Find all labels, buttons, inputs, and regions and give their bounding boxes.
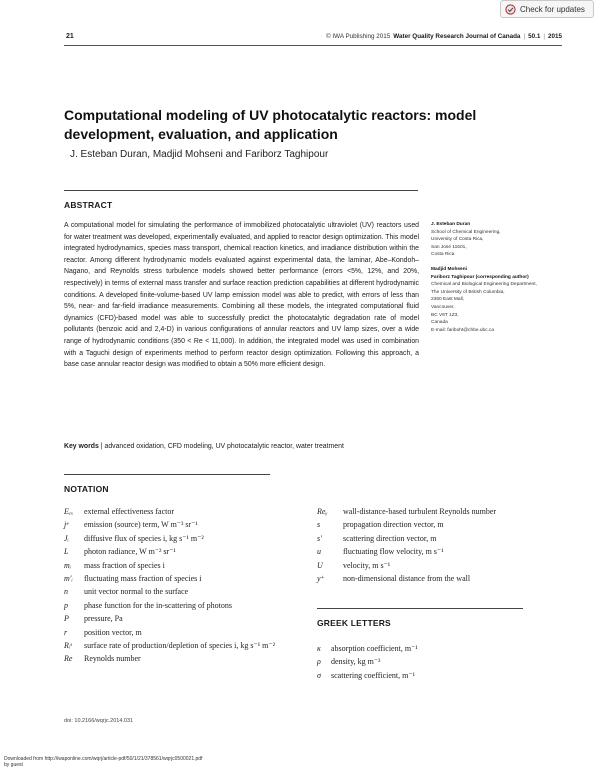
notation-definition: fluctuating flow velocity, m s⁻¹ bbox=[343, 547, 444, 557]
affiliation-line: Costa Rica bbox=[431, 252, 455, 258]
notation-symbol: Reᵧ bbox=[317, 507, 328, 516]
notation-symbol: m′ᵢ bbox=[64, 574, 73, 584]
notation-symbol: y⁺ bbox=[317, 574, 325, 584]
notation-definition: propagation direction vector, m bbox=[343, 520, 444, 530]
notation-row bbox=[317, 655, 567, 668]
notation-symbol: Re bbox=[64, 654, 73, 664]
notation-symbol: Rᵢˢ bbox=[64, 641, 72, 651]
notation-symbol: p bbox=[64, 600, 68, 610]
keywords bbox=[64, 442, 419, 452]
affiliation-line: Vancouver, bbox=[431, 304, 455, 310]
journal-name: Water Quality Research Journal of Canada bbox=[393, 33, 521, 40]
notation-definition: Reynolds number bbox=[84, 654, 141, 664]
header-separator: | bbox=[543, 33, 545, 40]
notation-row bbox=[64, 505, 304, 518]
notation-row bbox=[64, 652, 304, 665]
affiliation-line: The University of British Columbia, bbox=[431, 289, 505, 295]
download-guest: by guest bbox=[4, 762, 23, 768]
affiliation-line: School of Chemical Engineering, bbox=[431, 229, 501, 235]
affiliation-block bbox=[431, 266, 571, 334]
affiliation-block bbox=[431, 221, 571, 259]
notation-row bbox=[317, 505, 567, 518]
notation-symbol: Jᵢ bbox=[64, 533, 69, 543]
affiliation-line: 2360 East Mall, bbox=[431, 297, 465, 303]
notation-row bbox=[64, 572, 304, 585]
notation-symbol: ρ bbox=[317, 657, 321, 667]
notation-symbol: mᵢ bbox=[64, 560, 72, 570]
greek-letters-list bbox=[317, 642, 567, 682]
notation-row bbox=[317, 545, 567, 558]
affiliation-line: BC V6T 1Z3, bbox=[431, 312, 459, 318]
notation-definition: scattering coefficient, m⁻¹ bbox=[331, 670, 415, 680]
affiliation-line: San José 11501, bbox=[431, 244, 467, 250]
notation-symbol: u bbox=[317, 547, 321, 557]
affiliation-line: Chemical and Biological Engineering Department, bbox=[431, 282, 537, 288]
notation-symbol: s′ bbox=[317, 533, 322, 543]
notation-definition: surface rate of production/depletion of species i, kg s⁻¹ m⁻² bbox=[84, 641, 275, 651]
notation-rule bbox=[64, 474, 270, 475]
abstract-text: A computational model for simulating the performance of immobilized photocatalytic ultraviolet (UV) reactors used for water treatment was developed, experimentally evaluated, and applied to reactor design optimization. This model integrated hydrodynamics, species mass transport, chemical reaction kinetics, and irradiance distribution within the reactor. Among different hydrodynamic models evaluated against experimental data, the laminar, Abe–Kondoh–Nagano, and Reynolds stress turbulence models showed better performance (errors <5%, 12%, and 20%, respectively) in terms of external mass transfer and surface reaction prediction capabilities at different hydrodynamic conditions. A developed finite-volume-based UV lamp emission model was able to predict, with errors of less than 5%, near- and far-field irradiance measurements. Combining all these models, the integrated computational fluid dynamics (CFD)-based model was able to successfully predict the photocatalytic degradation rate of model pollutants (benzoic acid and 2,4-D) in various configurations of annular reactors and UV lamp sizes, over a wide range of hydrodynamic conditions (350 < Re < 11,000). In addition, the integrated model was used in combination with a Taguchi design of experiments method to perform reactor design optimization. Following this approach, a base case annular reactor design was modified to obtain a 50% more efficient design. bbox=[64, 222, 419, 369]
notation-row bbox=[317, 532, 567, 545]
doi[interactable]: doi: 10.2166/wqrjc.2014.031 bbox=[64, 718, 134, 724]
affiliation-line: University of Costa Rica, bbox=[431, 237, 484, 243]
affiliation-name: Madjid Mohseni bbox=[431, 266, 467, 272]
notation-definition: mass fraction of species i bbox=[84, 560, 165, 570]
notation-row bbox=[64, 599, 304, 612]
notation-row bbox=[64, 518, 304, 531]
notation-definition: diffusive flux of species i, kg s⁻¹ m⁻² bbox=[84, 533, 204, 543]
notation-definition: absorption coefficient, m⁻¹ bbox=[331, 644, 418, 653]
notation-row bbox=[64, 559, 304, 572]
notation-heading: NOTATION bbox=[64, 484, 109, 494]
notation-symbol: κ bbox=[317, 644, 321, 653]
header-rule bbox=[64, 45, 562, 46]
check-updates-label: Check for updates bbox=[520, 4, 585, 14]
notation-definition: scattering direction vector, m bbox=[343, 533, 437, 543]
notation-definition: density, kg m⁻³ bbox=[331, 657, 381, 667]
check-for-updates-button[interactable] bbox=[500, 0, 594, 18]
abstract-heading: ABSTRACT bbox=[64, 200, 113, 210]
notation-definition: non-dimensional distance from the wall bbox=[343, 574, 471, 584]
notation-symbol: P bbox=[64, 614, 69, 624]
download-note bbox=[4, 756, 202, 768]
notation-symbol: s bbox=[317, 520, 321, 530]
greek-rule bbox=[317, 608, 523, 609]
notation-definition: unit vector normal to the surface bbox=[84, 587, 189, 597]
download-source: Downloaded from http://iwaponline.com/wqrj/article-pdf/50/1/21/378561/wqrjc0500021.pdf bbox=[4, 756, 203, 762]
page-number: 21 bbox=[66, 33, 74, 40]
paper-title: Computational modeling of UV photocatalytic reactors: model development, evaluation, and application bbox=[64, 107, 477, 142]
notation-list-right bbox=[317, 505, 567, 585]
affiliation-name: J. Esteban Duran bbox=[431, 222, 471, 227]
notation-row bbox=[317, 518, 567, 531]
notation-definition: wall-distance-based turbulent Reynolds number bbox=[343, 507, 497, 516]
author-email[interactable]: E-mail: fariboht@chbe.ubc.ca bbox=[431, 327, 494, 333]
notation-definition: position vector, m bbox=[84, 627, 142, 637]
notation-symbol: n bbox=[64, 587, 68, 597]
notation-row bbox=[64, 585, 304, 598]
notation-row bbox=[64, 639, 304, 652]
abstract-rule bbox=[64, 190, 418, 191]
year: 2015 bbox=[547, 33, 562, 40]
notation-row bbox=[317, 642, 567, 655]
notation-row bbox=[317, 559, 567, 572]
notation-row bbox=[317, 572, 567, 585]
authors: J. Esteban Duran, Madjid Mohseni and Fariborz Taghipour bbox=[70, 149, 329, 160]
notation-definition: velocity, m s⁻¹ bbox=[343, 560, 391, 570]
notation-row bbox=[64, 626, 304, 639]
keywords-list: | advanced oxidation, CFD modeling, UV photocatalytic reactor, water treatment bbox=[100, 443, 344, 450]
notation-definition: external effectiveness factor bbox=[84, 507, 175, 516]
notation-symbol: σ bbox=[317, 670, 321, 680]
notation-symbol: jᵉ bbox=[64, 520, 69, 530]
notation-list-left bbox=[64, 505, 304, 666]
affiliation-line: Fariborz Taghipour (corresponding author) bbox=[431, 274, 529, 280]
notation-row bbox=[64, 612, 304, 625]
greek-letters-heading: GREEK LETTERS bbox=[317, 618, 391, 628]
notation-definition: pressure, Pa bbox=[84, 614, 123, 624]
header-separator: | bbox=[523, 33, 526, 40]
notation-definition: emission (source) term, W m⁻³ sr⁻¹ bbox=[84, 520, 198, 530]
running-header bbox=[326, 33, 562, 40]
notation-definition: fluctuating mass fraction of species i bbox=[84, 574, 202, 584]
affiliation-line: Canada bbox=[431, 320, 448, 326]
notation-symbol: L bbox=[64, 547, 69, 557]
keywords-label: Key words bbox=[64, 443, 99, 450]
volume: 50.1 bbox=[528, 33, 541, 40]
notation-row bbox=[64, 545, 304, 558]
notation-definition: photon radiance, W m⁻² sr⁻¹ bbox=[84, 547, 176, 557]
notation-definition: phase function for the in-scattering of photons bbox=[84, 600, 232, 610]
notation-row bbox=[64, 532, 304, 545]
notation-row bbox=[317, 669, 567, 682]
check-updates-icon bbox=[505, 4, 516, 15]
author-affiliations bbox=[431, 221, 571, 341]
copyright: © IWA Publishing 2015 bbox=[326, 33, 391, 40]
notation-symbol: Eₑₓ bbox=[64, 507, 74, 516]
notation-symbol: U bbox=[317, 560, 323, 570]
notation-symbol: r bbox=[64, 627, 68, 637]
